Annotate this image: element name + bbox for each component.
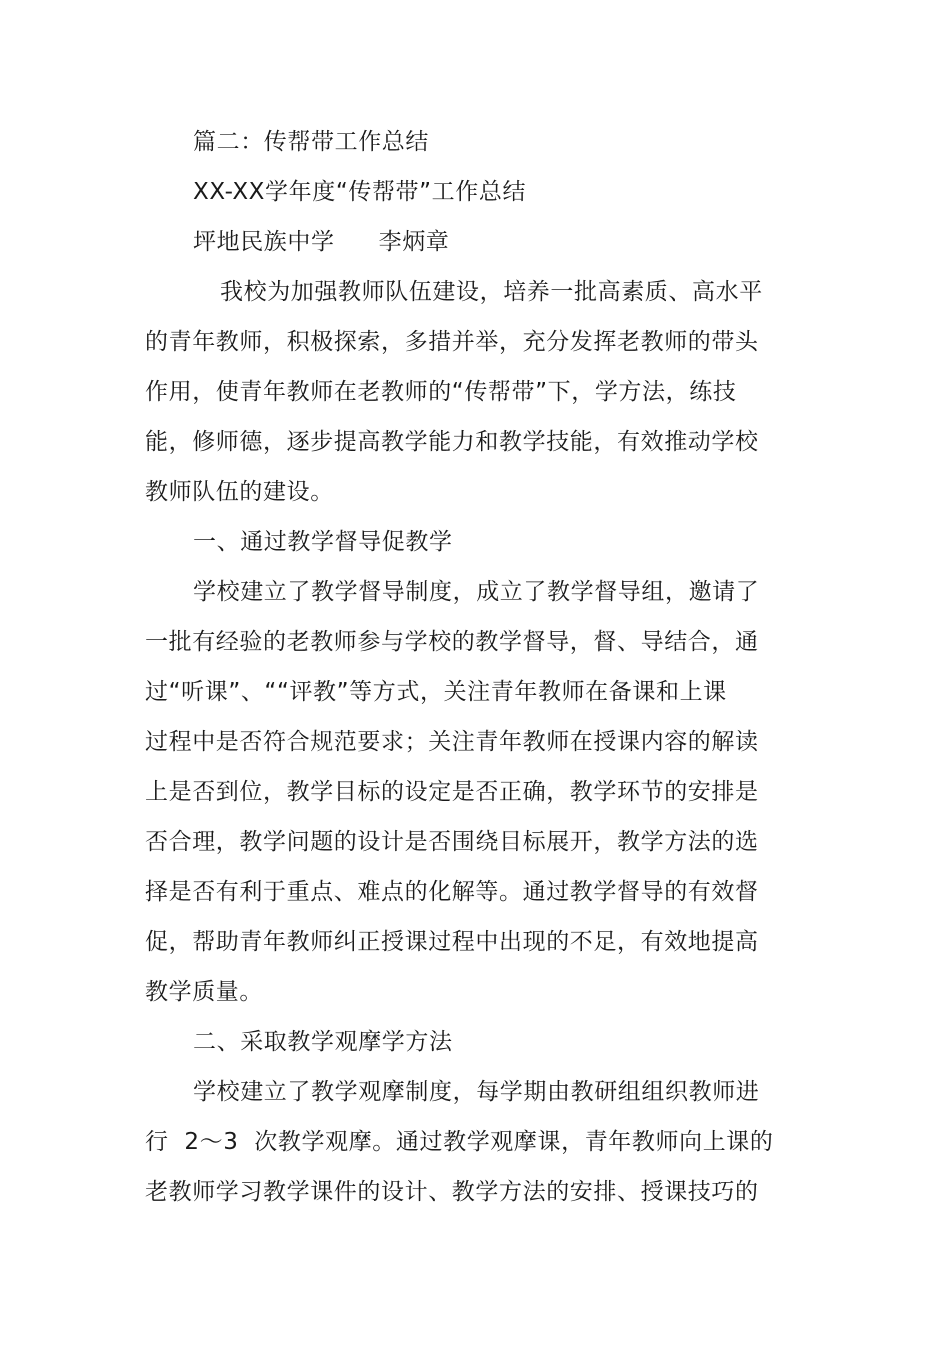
section-heading: 篇二：传帮带工作总结 <box>193 129 429 155</box>
paragraph-line: 否合理，教学问题的设计是否围绕目标展开，教学方法的选 <box>145 829 759 855</box>
section-heading-1: 一、通过教学督导促教学 <box>193 529 453 555</box>
paragraph-line: 行 2～3 次教学观摩。通过教学观摩课，青年教师向上课的 <box>145 1129 774 1155</box>
paragraph-line: 上是否到位，教学目标的设定是否正确，教学环节的安排是 <box>145 779 759 805</box>
paragraph-line: 促，帮助青年教师纠正授课过程中出现的不足，有效地提高 <box>145 929 759 955</box>
paragraph-line: 老教师学习教学课件的设计、教学方法的安排、授课技巧的 <box>145 1179 759 1205</box>
author-school: 坪地民族中学 <box>193 229 335 255</box>
paragraph-line: 过程中是否符合规范要求；关注青年教师在授课内容的解读 <box>145 729 759 755</box>
paragraph-line: 过“听课”、““评教”等方式，关注青年教师在备课和上课 <box>145 679 727 705</box>
paragraph-line: 择是否有利于重点、难点的化解等。通过教学督导的有效督 <box>145 879 759 905</box>
paragraph-line: 学校建立了教学观摩制度，每学期由教研组组织教师进 <box>193 1079 760 1105</box>
section-heading-2: 二、采取教学观摩学方法 <box>193 1029 453 1055</box>
paragraph-line: 教师队伍的建设。 <box>145 479 334 505</box>
document-title: XX-XX学年度“传帮带”工作总结 <box>193 179 527 205</box>
author-name: 李炳章 <box>378 229 450 255</box>
paragraph-line: 教学质量。 <box>145 979 263 1005</box>
paragraph-line: 学校建立了教学督导制度，成立了教学督导组，邀请了 <box>193 579 760 605</box>
paragraph-line: 作用，使青年教师在老教师的“传帮带”下，学方法，练技 <box>145 379 737 405</box>
paragraph-line: 我校为加强教师队伍建设，培养一批高素质、高水平 <box>220 279 763 305</box>
author-line <box>193 227 803 257</box>
paragraph-line: 能，修师德，逐步提高教学能力和教学技能，有效推动学校 <box>145 429 759 455</box>
paragraph-line: 的青年教师，积极探索，多措并举，充分发挥老教师的带头 <box>145 329 759 355</box>
paragraph-line: 一批有经验的老教师参与学校的教学督导，督、导结合，通 <box>145 629 759 655</box>
